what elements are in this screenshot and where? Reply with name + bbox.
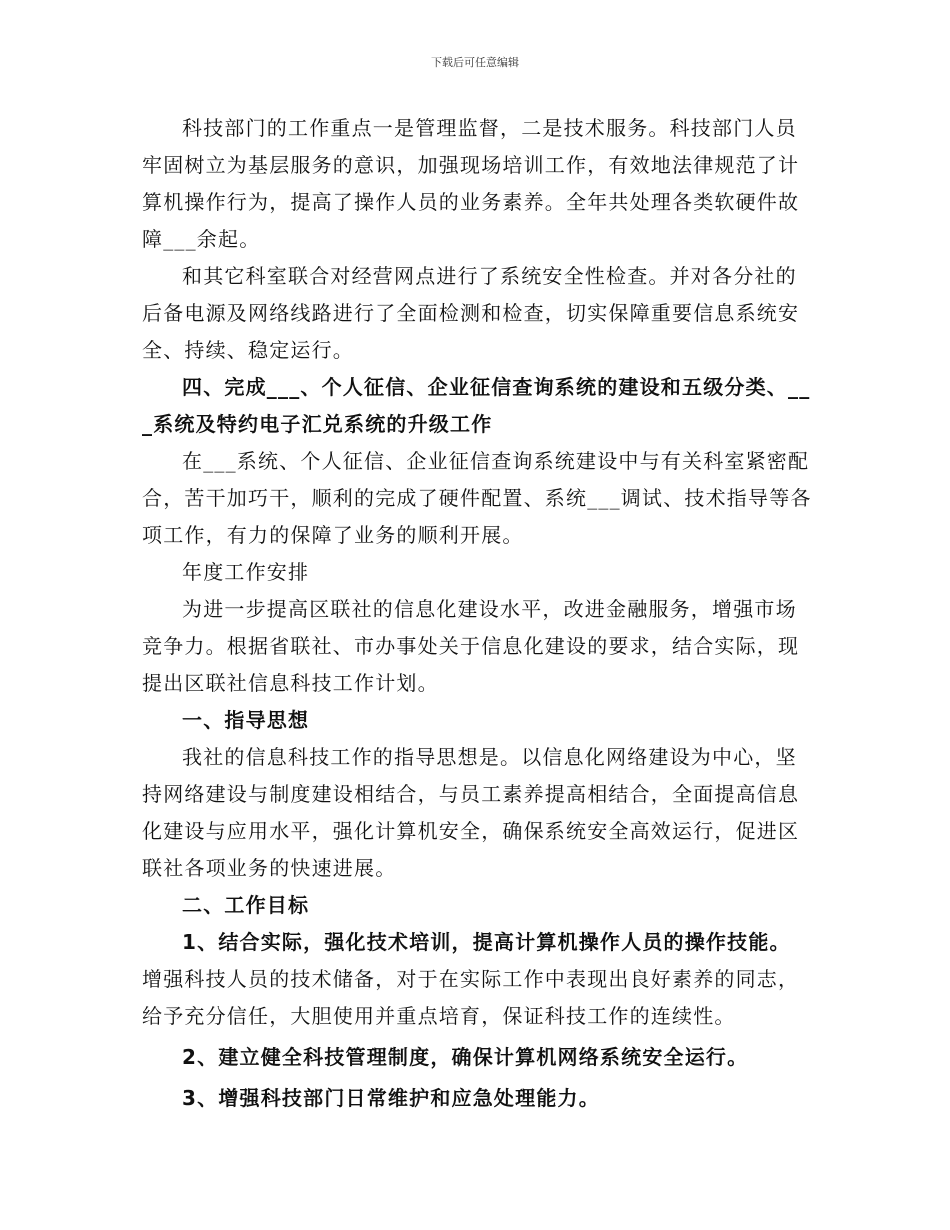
goal-item-2: 2、建立健全科技管理制度，确保计算机网络系统安全运行。 bbox=[182, 1045, 749, 1069]
document-body bbox=[142, 110, 812, 1117]
goal-item-1: 1、结合实际，强化技术培训，提高计算机操作人员的操作技能。 bbox=[182, 930, 791, 954]
goal-item-3: 3、增强科技部门日常维护和应急处理能力。 bbox=[182, 1086, 600, 1110]
paragraph-guiding-ideology: 我社的信息科技工作的指导思想是。以信息化网络建设为中心，坚持网络建设与制度建设相结合，与员工素养提高相结合，全面提高信息化建设与应用水平，强化计算机安全，确保系统安全高效运行，促进区联社各项业务的快速进展。 bbox=[142, 745, 800, 880]
heading-work-goals: 二、工作目标 bbox=[182, 893, 310, 917]
paragraph-annual-plan-title: 年度工作安排 bbox=[182, 560, 310, 584]
paragraph-tech-dept-focus: 科技部门的工作重点一是管理监督，二是技术服务。科技部门人员牢固树立为基层服务的意识，加强现场培训工作，有效地法律规范了计算机操作行为，提高了操作人员的业务素养。全年共处理各类软硬件故障___余起。 bbox=[142, 116, 800, 251]
heading-section-four: 四、完成___、个人征信、企业征信查询系统的建设和五级分类、___系统及特约电子汇兑系统的升级工作 bbox=[142, 375, 811, 436]
page-header-note: 下载后可任意编辑 bbox=[431, 56, 519, 69]
paragraph-goal-1-detail: 增强科技人员的技术储备，对于在实际工作中表现出良好素养的同志，给予充分信任，大胆使用并重点培育，保证科技工作的连续性。 bbox=[142, 967, 800, 1028]
paragraph-system-construction: 在___系统、个人征信、企业征信查询系统建设中与有关科室紧密配合，苦干加巧干，顺利的完成了硬件配置、系统___调试、技术指导等各项工作，有力的保障了业务的顺利开展。 bbox=[142, 449, 812, 547]
heading-guiding-ideology: 一、指导思想 bbox=[182, 708, 310, 732]
paragraph-plan-intro: 为进一步提高区联社的信息化建设水平，改进金融服务，增强市场竞争力。根据省联社、市办事处关于信息化建设的要求，结合实际，现提出区联社信息科技工作计划。 bbox=[142, 597, 800, 695]
paragraph-security-check: 和其它科室联合对经营网点进行了系统安全性检查。并对各分社的后备电源及网络线路进行了全面检测和检查，切实保障重要信息系统安全、持续、稳定运行。 bbox=[142, 264, 800, 362]
